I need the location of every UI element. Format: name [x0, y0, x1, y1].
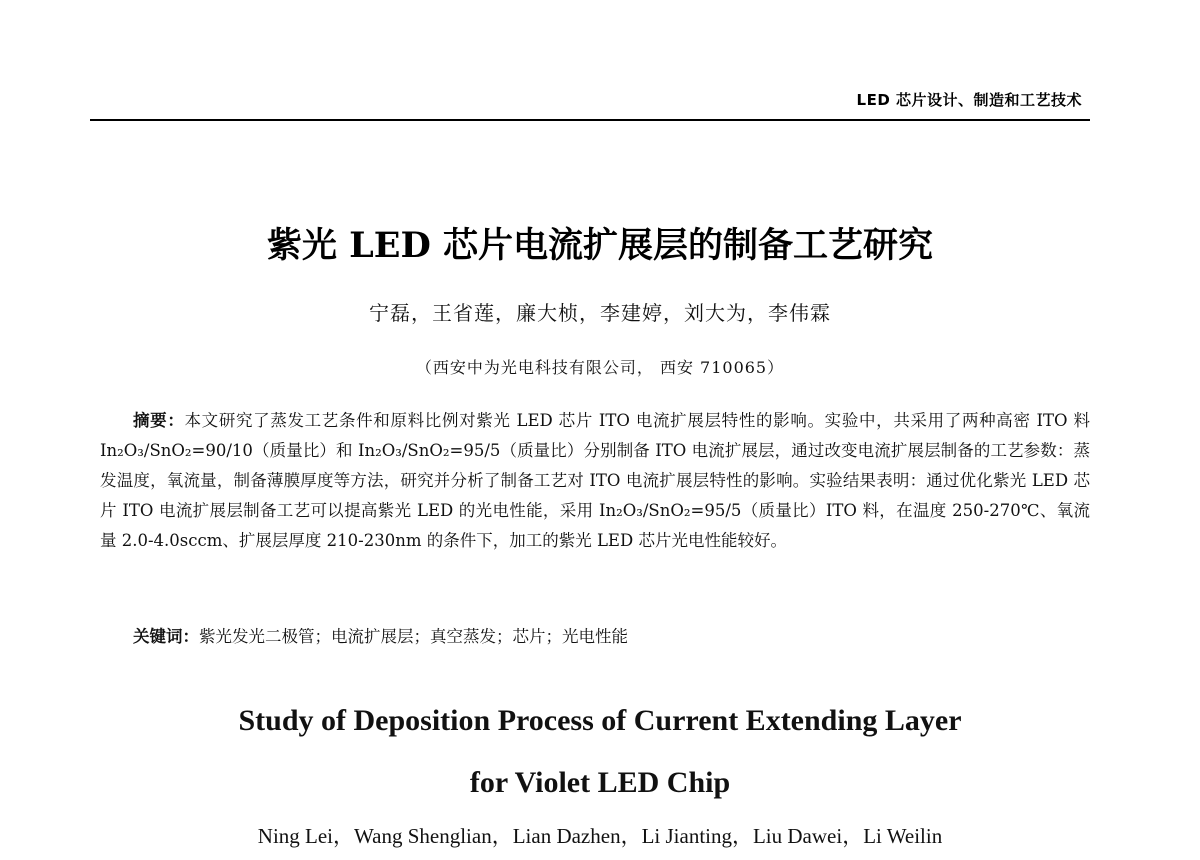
chinese-authors: 宁磊，王省莲，廉大桢，李建婷，刘大为，李伟霖 — [369, 301, 831, 325]
abstract — [100, 406, 1090, 556]
chinese-affiliation: （西安中为光电科技有限公司， 西安 710065） — [415, 358, 785, 377]
abstract-text: 本文研究了蒸发工艺条件和原料比例对紫光 LED 芯片 ITO 电流扩展层特性的影响。实验中，共采用了两种高密 ITO 料 In₂O₃/SnO₂=90/10（质量比）和 In₂O₃/SnO₂=95/5（质量比）分别制备 ITO 电流扩展层，通过改变电流扩展层制备的工艺参数：蒸发温度，氧流量，制备薄膜厚度等方法，研究并分析了制备工艺对 ITO 电流扩展层特性的影响。实验结果表明：通过优化紫光 LED 芯片 ITO 电流扩展层制备工艺可以提高紫光 LED 的光电性能，采用 In₂O₃/SnO₂=95/5（质量比）ITO 料，在温度 250-270℃、氧流量 2.0-4.0sccm、扩展层厚度 210-230nm 的条件下，加工的紫光 LED 芯片光电性能较好。 — [100, 411, 1090, 550]
english-title-line-2: for Violet LED Chip — [469, 766, 731, 799]
abstract-label: 摘要： — [133, 411, 185, 430]
keywords — [100, 622, 1090, 652]
english-authors: Ning Lei，Wang Shenglian，Lian Dazhen，Li Jianting，Liu Dawei，Li Weilin — [257, 824, 943, 848]
running-header: LED 芯片设计、制造和工艺技术 — [856, 91, 1082, 109]
keywords-text: 紫光发光二极管；电流扩展层；真空蒸发；芯片；光电性能 — [199, 627, 628, 646]
header-rule — [90, 119, 1090, 121]
keywords-label: 关键词： — [133, 627, 199, 646]
english-title-line-1: Study of Deposition Process of Current Extending Layer — [238, 704, 962, 737]
chinese-title: 紫光 LED 芯片电流扩展层的制备工艺研究 — [266, 225, 933, 266]
